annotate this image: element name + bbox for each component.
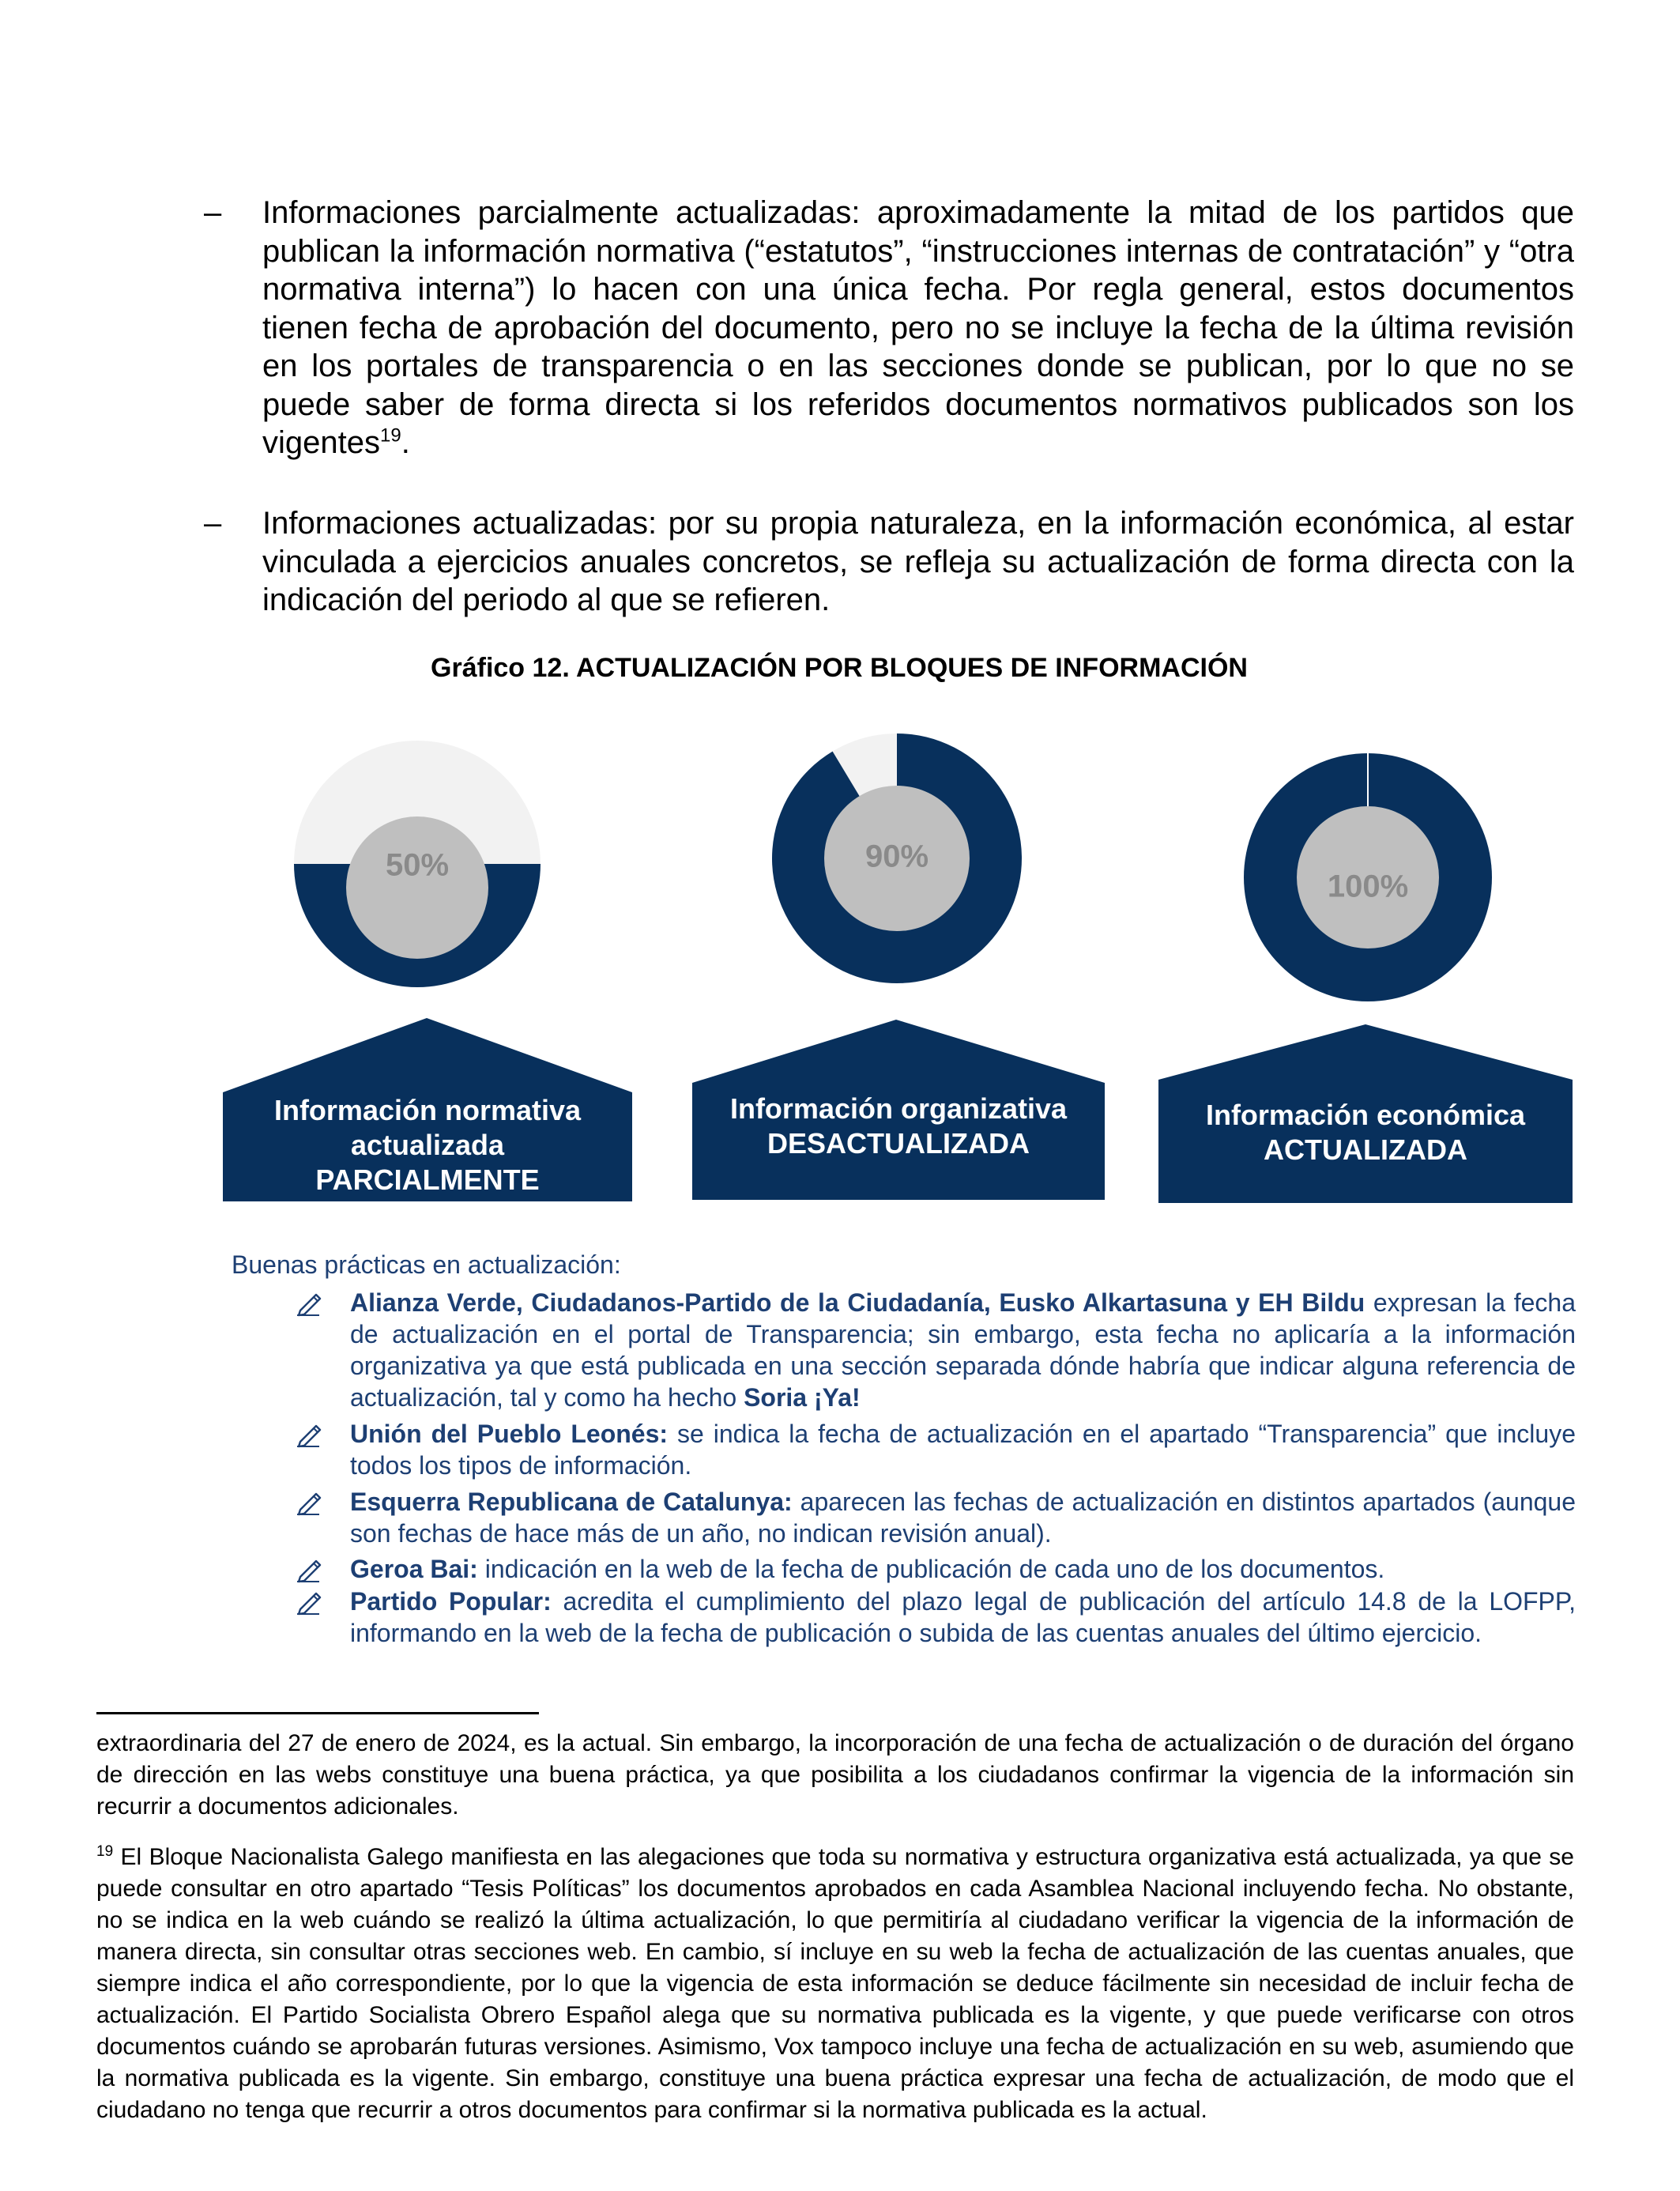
good-practice-text [350,1486,1576,1549]
label-line: Información normativa [273,1094,582,1126]
footnote-continuation: extraordinaria del 27 de enero de 2024, es la actual. Sin embargo, la incorporación de una fecha de actualización o de duración del órgano de dirección en las webs constituye una buena práctica, ya que posibilita a los ciudadanos confirmar la vigencia de la información sin recurrir a documentos adicionales. [96,1730,1574,1820]
practice-description: indicación en la web de la fecha de publicación de cada uno de los documentos. [477,1555,1385,1583]
party-name: Alianza Verde, Ciudadanos-Partido de la Ciudadanía, Eusko Alkartasuna y EH Bildu [350,1288,1365,1317]
label-line: Información organizativa [729,1092,1068,1125]
donut-percentage-label: 50% [385,847,450,883]
donut-percentage-label: 100% [1327,869,1409,904]
footnote-text: El Bloque Nacionalista Galego manifiesta en las alegaciones que toda su normativa y estructura organizativa está actualizada, ya que se puede consultar en otro apartado “Tesis Políticas” los documentos aprobados en cada Asamblea Nacional incluyendo fecha. No obstante, no se indica en la web cuándo se realizó la última actualización, lo que permitiría al ciudadano verificar la vigencia de la información de manera directa, sin consultar otras secciones web. En cambio, sí incluye en su web la fecha de actualización de las cuentas anuales, que siempre indica el año correspondiente, por lo que la vigencia de esta información se deduce fácilmente sin necesidad de incluir fecha de actualización. El Partido Socialista Obrero Español alega que su normativa publicada es la vigente, y que puede verificarse con otros documentos cuándo se aprobarán futuras versiones. Asimismo, Vox tampoco incluye una fecha de actualización en su web, asumiendo que la normativa publicada es la vigente. Sin embargo, constituye una buena práctica expresar una fecha de actualización, de modo que el ciudadano no tenga que recurrir a otros documentos para confirmar si la normativa publicada es la actual. [96,1844,1574,2123]
good-practice-text [350,1553,1576,1585]
good-practice-item [297,1287,1576,1413]
label-line: DESACTUALIZADA [767,1127,1030,1160]
bullet-text: Informaciones actualizadas: por su propia naturaleza, en la información económica, al estar vinculada a ejercicios anuales concretos, se refleja su actualización de forma directa con la indicación del periodo al que se refieren. [262,506,1574,617]
party-name: Unión del Pueblo Leonés: [350,1420,669,1448]
good-practices-heading: Buenas prácticas en actualización: [232,1250,621,1279]
footnote-separator [96,1712,539,1714]
writing-hand-icon [294,1489,326,1518]
bullet-text-body: Informaciones parcialmente actualizadas: aproximadamente la mitad de los partidos que publican la información normativa (“estatutos”, “instrucciones internas de contratación” y “otra normativa interna”) lo hacen con una única fecha. Por regla general, estos documentos tienen fecha de aprobación del documento, pero no se incluye la fecha de la última revisión en los portales de transparencia o en las secciones donde se publican, por lo que no se puede saber de forma directa si los referidos documentos normativos publicados son los vigentes [262,195,1574,460]
label-line: Información económica [1205,1099,1526,1131]
party-name: Esquerra Republicana de Catalunya: [350,1488,793,1516]
chart-title-text: Gráfico 12. ACTUALIZACIÓN POR BLOQUES DE INFORMACIÓN [431,653,1248,683]
label-line: PARCIALMENTE [315,1163,540,1196]
good-practice-text [350,1418,1576,1481]
chart-title [0,653,1680,684]
writing-hand-icon [294,1556,326,1585]
footnote-ref: 19 [379,424,401,447]
good-practice-item [297,1486,1576,1549]
bullet-item [204,194,1574,462]
good-practice-text [350,1287,1576,1413]
practice-description: acredita el cumplimiento del plazo legal de publicación del artículo 14.8 de la LOFPP, informando en la web de la fecha de publicación o subida de las cuentas anuales del último ejercicio. [350,1587,1576,1647]
good-practice-text [350,1586,1576,1649]
party-name: Geroa Bai: [350,1555,478,1583]
writing-hand-icon [294,1290,326,1318]
bullet-text-tail: . [401,425,410,460]
label-line: actualizada [350,1129,505,1161]
donut-percentage-label: 90% [864,839,929,874]
label-organizativa [692,1092,1105,1161]
practice-description: aparecen las fechas de actualización en distintos apartados (aunque son fechas de hace más de un año, no indican revisión anual). [350,1488,1576,1548]
label-economica [1158,1098,1573,1167]
bullet-dash: – [204,195,222,230]
good-practice-item [297,1586,1576,1649]
party-name: Soria ¡Ya! [744,1383,861,1412]
label-line: ACTUALIZADA [1264,1133,1467,1166]
footnote-number: 19 [96,1843,114,1860]
good-practice-item [297,1553,1576,1585]
donut-center [346,816,488,959]
practice-description: se indica la fecha de actualización en el apartado “Transparencia” que incluye todos los tipos de información. [350,1420,1576,1480]
footnote-19 [96,1842,1574,2126]
writing-hand-icon [294,1421,326,1450]
practice-description: expresan la fecha de actualización en el portal de Transparencia; sin embargo, esta fecha no aplicaría a la información organizativa ya que está publicada en una sección separada dónde habría que indicar alguna referencia de actualización, tal y como ha hecho [350,1288,1576,1412]
writing-hand-icon [294,1589,326,1617]
bullet-text [262,194,1574,462]
good-practice-item [297,1418,1576,1481]
label-normativa [223,1093,632,1197]
bullet-item [204,504,1574,620]
bullet-dash: – [204,506,222,541]
party-name: Partido Popular: [350,1587,552,1616]
